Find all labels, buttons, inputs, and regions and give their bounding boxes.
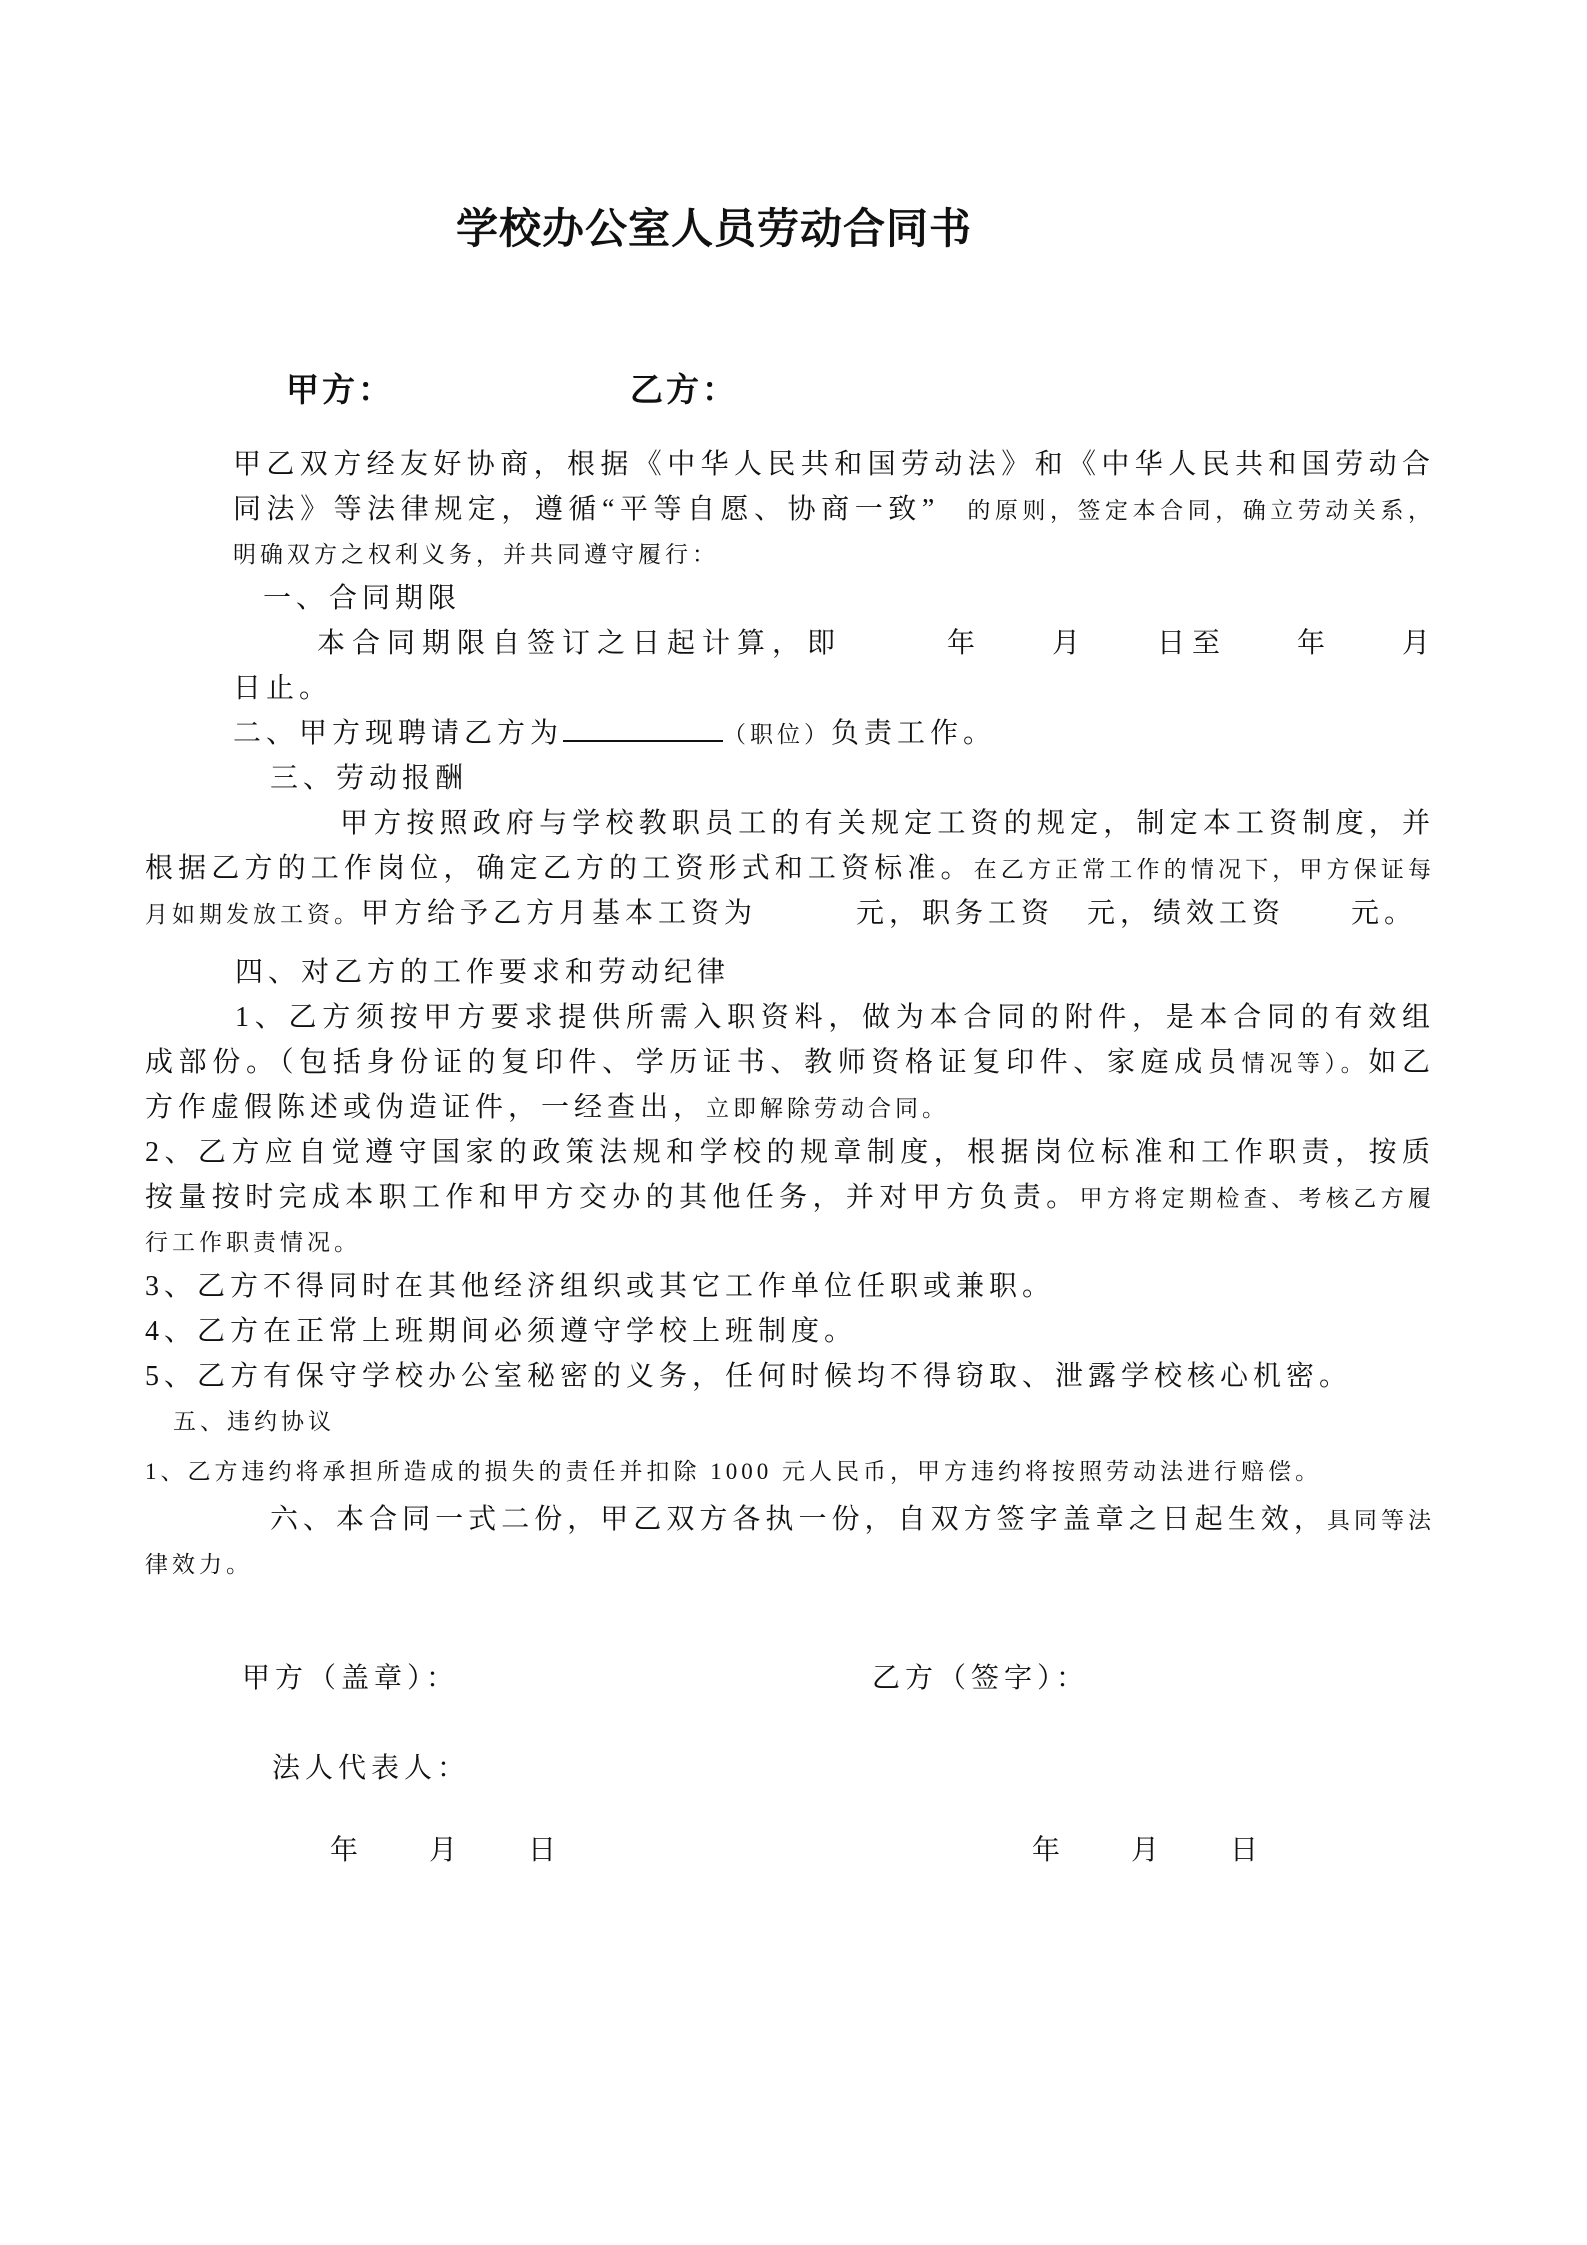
signature-block	[145, 1658, 1435, 1871]
party-a-label: 甲方：	[286, 373, 394, 409]
section-heading-1	[263, 578, 1435, 623]
text-run: 甲方给予乙方月基本工资为 元，职务工资 元，绩效工资 元。	[361, 898, 1418, 929]
party-b-label: 乙方：	[630, 373, 738, 409]
text-run: 立即解除劳动合同。	[706, 1096, 950, 1121]
date-party-a: 年 月 日	[330, 1835, 562, 1866]
text-run: 在乙方正常工作的情况下，甲方保证每月如期发放工资。	[145, 857, 1435, 927]
contract-paragraph-copies	[145, 1499, 1435, 1588]
signature-row	[145, 1658, 1435, 1699]
document-title: 学校办公室人员劳动合同书	[455, 207, 972, 253]
contract-paragraph-item1	[145, 997, 1435, 1132]
party-heading-row	[145, 364, 1435, 408]
contract-paragraph-position	[233, 713, 1435, 758]
text-run: 情况等）。	[1241, 1051, 1369, 1076]
party-a-seal-label: 甲方（盖章）：	[242, 1663, 460, 1694]
text-run: 具同等法律效力。	[145, 1508, 1435, 1577]
text-run: 四、对乙方的工作要求和劳动纪律	[235, 957, 731, 988]
section-heading-4	[235, 952, 1435, 997]
text-run: 甲方按照政府与学校教职员工的有关规定工资的规定，制定本工资制度，并根据乙方的工作岗位，确定乙方的工资形式和工资标准。	[145, 808, 1435, 884]
text-run: 一、合同期限	[263, 583, 462, 614]
section-heading-3	[270, 758, 1435, 803]
text-run: 4、乙方在正常上班期间必须遵守学校上班制度。	[145, 1316, 858, 1347]
text-run: 负责工作。	[831, 718, 997, 749]
text-run: 甲方将定期检查、考核乙方履行工作职责情况。	[145, 1186, 1435, 1255]
text-run: 如乙方作虚假陈述或伪造证件，一经查出，	[145, 1047, 1435, 1123]
contract-paragraph-term	[233, 623, 1502, 713]
contract-body	[145, 444, 1502, 1588]
contract-paragraph-item2	[145, 1132, 1435, 1266]
date-row	[145, 1830, 1435, 1871]
date-party-b: 年 月 日	[1032, 1835, 1264, 1866]
text-run: 二、甲方现聘请乙方为	[233, 718, 564, 749]
legal-representative-label: 法人代表人：	[272, 1753, 471, 1784]
contract-content	[145, 0, 1502, 1871]
text-run: 1、乙方须按甲方要求提供所需入职资料，做为本合同的附件，是本合同的有效组成部份。（包括身份证的复印件、学历证书、教师资格证复印件、家庭成员	[145, 1002, 1435, 1078]
legal-representative-row	[145, 1748, 1435, 1789]
contract-paragraph-item5	[145, 1356, 1435, 1401]
text-run: 5、乙方有保守学校办公室秘密的义务，任何时候均不得窃取、泄露学校核心机密。	[145, 1361, 1353, 1392]
section-heading-5	[173, 1401, 1435, 1445]
party-b-sign-label: 乙方（签字）：	[872, 1663, 1090, 1694]
text-run: 本合同期限自签订之日起计算，即 年 月 日至 年 月 日止。	[233, 628, 1502, 704]
blank-underline	[563, 724, 723, 742]
contract-paragraph-preamble	[233, 444, 1435, 578]
text-run: 3、乙方不得同时在其他经济组织或其它工作单位任职或兼职。	[145, 1271, 1056, 1302]
text-run: 六、本合同一式二份，甲乙双方各执一份，自双方签字盖章之日起生效，	[270, 1504, 1327, 1535]
contract-paragraph-breach	[145, 1451, 1435, 1495]
text-run: （职位）	[723, 722, 832, 747]
contract-paragraph-item4	[145, 1311, 1435, 1356]
text-run: 五、违约协议	[173, 1409, 335, 1434]
text-run: 2、乙方应自觉遵守国家的政策法规和学校的规章制度，根据岗位标准和工作职责，按质按量按时完成本职工作和甲方交办的其他任务，并对甲方负责。	[145, 1137, 1435, 1213]
contract-paragraph-item3	[145, 1266, 1435, 1311]
text-run: 的原则，签定本合同，确立劳动关系，明确双方之权利义务，并共同遵守履行：	[233, 498, 1436, 567]
text-run: 三、劳动报酬	[270, 763, 469, 794]
contract-paragraph-salary	[145, 803, 1435, 938]
text-run: 1、乙方违约将承担所造成的损失的责任并扣除 1000 元人民币，甲方违约将按照劳动法进行赔偿。	[145, 1459, 1322, 1484]
text-run: 甲乙双方经友好协商，根据《中华人民共和国劳动法》和《中华人民共和国劳动合同法》等法律规定，遵循“平等自愿、协商一致”	[233, 449, 1435, 525]
